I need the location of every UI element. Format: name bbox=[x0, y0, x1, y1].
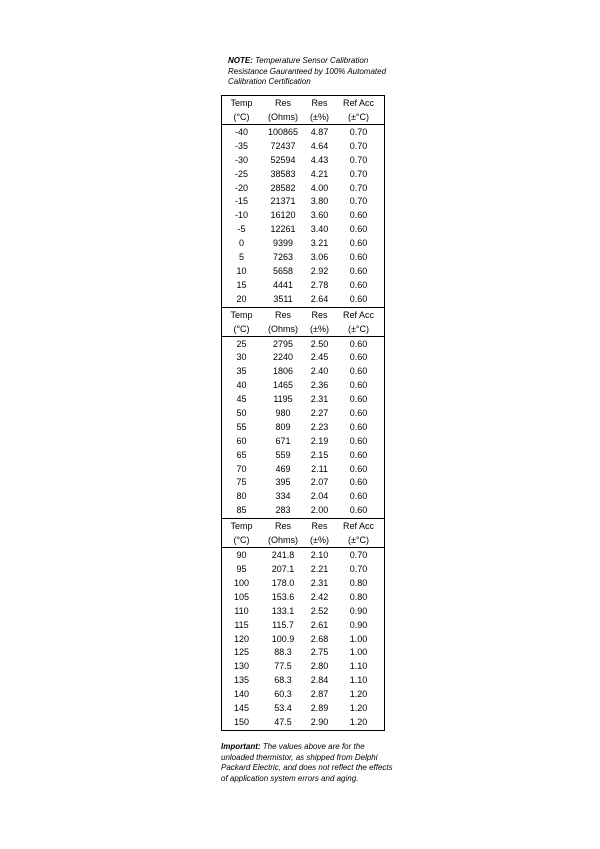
cell-temp: 5 bbox=[238, 252, 244, 263]
cell-res-tol: 2.92 bbox=[310, 265, 329, 276]
cell-ref-acc: 0.60 bbox=[349, 210, 368, 221]
cell-ref-acc: 0.60 bbox=[349, 338, 368, 349]
header-res: Res bbox=[274, 521, 291, 532]
table-body bbox=[222, 125, 384, 307]
cell-res: 3511 bbox=[273, 293, 293, 304]
table-row bbox=[222, 605, 384, 619]
cell-res: 153.6 bbox=[271, 591, 295, 602]
header-temp: Temp bbox=[230, 98, 253, 108]
cell-temp: 55 bbox=[236, 421, 247, 432]
cell-ref-acc: 1.00 bbox=[349, 633, 368, 644]
cell-res: 395 bbox=[275, 477, 291, 488]
cell-res: 1195 bbox=[273, 394, 293, 405]
calibration-note bbox=[228, 56, 403, 88]
cell-res: 38583 bbox=[270, 168, 296, 179]
cell-temp: 135 bbox=[233, 675, 250, 686]
header-ref-acc: Ref Acc bbox=[342, 521, 374, 532]
cell-res: 980 bbox=[275, 408, 291, 419]
cell-temp: 15 bbox=[236, 279, 247, 290]
table-row bbox=[222, 476, 384, 490]
cell-ref-acc: 1.10 bbox=[349, 661, 368, 672]
table-row bbox=[222, 549, 384, 563]
cell-ref-acc: 0.90 bbox=[349, 605, 368, 616]
header-row bbox=[222, 533, 384, 547]
cell-ref-acc: 0.60 bbox=[349, 449, 368, 460]
cell-res: 241.8 bbox=[271, 550, 295, 561]
cell-temp: 95 bbox=[236, 564, 247, 575]
cell-res-tol: 4.21 bbox=[310, 168, 329, 179]
header-ref-acc: (±°C) bbox=[347, 535, 370, 546]
cell-res-tol: 2.80 bbox=[310, 661, 329, 672]
cell-res-tol: 2.40 bbox=[310, 366, 329, 377]
cell-ref-acc: 0.60 bbox=[349, 366, 368, 377]
header-row bbox=[222, 322, 384, 336]
cell-res: 178.0 bbox=[271, 577, 295, 588]
cell-temp: 145 bbox=[233, 702, 250, 713]
cell-ref-acc: 0.80 bbox=[349, 591, 368, 602]
table-row bbox=[222, 154, 384, 168]
cell-res-tol: 2.31 bbox=[310, 577, 329, 588]
cell-res: 1465 bbox=[272, 380, 294, 391]
cell-res-tol: 2.19 bbox=[310, 435, 329, 446]
footnote-label: Important: bbox=[221, 742, 261, 751]
cell-res-tol: 2.04 bbox=[310, 491, 329, 502]
cell-res-tol: 2.84 bbox=[310, 675, 329, 686]
cell-res: 559 bbox=[275, 449, 291, 460]
cell-temp: 25 bbox=[236, 338, 247, 349]
table-body bbox=[222, 548, 384, 730]
cell-res-tol: 2.27 bbox=[310, 408, 329, 419]
header-res-tol: Res bbox=[311, 521, 328, 532]
header-res: (Ohms) bbox=[268, 112, 298, 122]
table-row bbox=[222, 591, 384, 605]
cell-temp: 40 bbox=[236, 380, 247, 391]
cell-res: 16120 bbox=[270, 210, 296, 221]
cell-ref-acc: 1.20 bbox=[349, 689, 368, 700]
cell-temp: 150 bbox=[233, 716, 250, 727]
cell-res-tol: 4.87 bbox=[310, 127, 329, 137]
header-res-tol: (±%) bbox=[310, 535, 329, 546]
table-section bbox=[221, 307, 385, 519]
cell-res-tol: 2.52 bbox=[310, 605, 329, 616]
header-temp: Temp bbox=[230, 309, 253, 320]
cell-ref-acc: 0.60 bbox=[349, 435, 368, 446]
cell-res: 21371 bbox=[270, 196, 296, 207]
cell-res-tol: 3.06 bbox=[310, 252, 329, 263]
cell-res-tol: 2.68 bbox=[310, 633, 329, 644]
cell-temp: -30 bbox=[234, 154, 248, 165]
cell-temp: 125 bbox=[233, 647, 250, 658]
cell-ref-acc: 0.70 bbox=[349, 127, 368, 137]
table-header bbox=[222, 96, 384, 125]
header-temp: Temp bbox=[230, 521, 253, 532]
table-row bbox=[222, 619, 384, 633]
header-ref-acc: Ref Acc bbox=[342, 309, 374, 320]
cell-ref-acc: 0.70 bbox=[349, 168, 368, 179]
cell-temp: 75 bbox=[236, 477, 247, 488]
header-res: (Ohms) bbox=[268, 323, 298, 334]
header-res-tol: Res bbox=[311, 309, 328, 320]
cell-res: 334 bbox=[275, 491, 291, 502]
cell-temp: 30 bbox=[236, 352, 247, 363]
cell-res: 12261 bbox=[270, 224, 296, 235]
table-row bbox=[222, 421, 384, 435]
cell-res-tol: 2.50 bbox=[310, 338, 329, 349]
cell-res: 28582 bbox=[270, 182, 296, 193]
cell-res: 4441 bbox=[272, 279, 294, 290]
table-row bbox=[222, 716, 384, 730]
cell-res-tol: 4.43 bbox=[310, 154, 329, 165]
cell-res: 100865 bbox=[267, 127, 299, 137]
cell-res-tol: 2.90 bbox=[310, 716, 329, 727]
cell-temp: -10 bbox=[234, 210, 248, 221]
table-row bbox=[222, 633, 384, 647]
table-row bbox=[222, 504, 384, 518]
cell-ref-acc: 0.60 bbox=[349, 505, 368, 516]
cell-res-tol: 3.21 bbox=[310, 238, 329, 249]
table-row bbox=[222, 449, 384, 463]
cell-res: 2240 bbox=[272, 352, 294, 363]
header-res-tol: (±%) bbox=[310, 112, 329, 122]
header-res: (Ohms) bbox=[268, 535, 298, 546]
cell-res: 1806 bbox=[272, 366, 294, 377]
table-row bbox=[222, 251, 384, 265]
cell-res-tol: 2.78 bbox=[310, 279, 329, 290]
cell-temp: 100 bbox=[233, 577, 250, 588]
cell-ref-acc: 0.60 bbox=[349, 380, 368, 391]
cell-res: 72437 bbox=[270, 140, 296, 151]
cell-ref-acc: 0.60 bbox=[349, 238, 368, 249]
cell-res-tol: 2.64 bbox=[310, 293, 329, 304]
header-ref-acc: Ref Acc bbox=[342, 98, 374, 108]
header-res-tol: (±%) bbox=[310, 323, 329, 334]
cell-res-tol: 3.80 bbox=[310, 196, 329, 207]
header-temp: (°C) bbox=[233, 112, 250, 122]
table-row bbox=[222, 209, 384, 223]
table-row bbox=[222, 126, 384, 140]
table-row bbox=[222, 365, 384, 379]
cell-temp: -20 bbox=[234, 182, 248, 193]
header-row bbox=[222, 308, 384, 322]
cell-ref-acc: 0.60 bbox=[349, 224, 368, 235]
table-row bbox=[222, 407, 384, 421]
cell-temp: -40 bbox=[234, 127, 248, 137]
cell-res: 469 bbox=[275, 463, 291, 474]
cell-temp: 110 bbox=[234, 605, 249, 616]
cell-res-tol: 2.10 bbox=[310, 550, 329, 561]
cell-res: 60.3 bbox=[274, 689, 292, 700]
cell-res-tol: 2.45 bbox=[310, 352, 329, 363]
table-row bbox=[222, 338, 384, 352]
cell-res: 47.5 bbox=[274, 716, 292, 727]
cell-res: 115.7 bbox=[272, 619, 294, 630]
table-row bbox=[222, 379, 384, 393]
table-row bbox=[222, 674, 384, 688]
table-row bbox=[222, 195, 384, 209]
header-temp: (°C) bbox=[233, 323, 250, 334]
table-header bbox=[222, 519, 384, 548]
cell-ref-acc: 0.90 bbox=[349, 619, 368, 630]
cell-temp: 90 bbox=[236, 550, 247, 561]
cell-res-tol: 2.21 bbox=[310, 564, 329, 575]
cell-temp: 20 bbox=[236, 293, 247, 304]
cell-ref-acc: 0.70 bbox=[349, 154, 368, 165]
cell-temp: 105 bbox=[233, 591, 250, 602]
cell-res-tol: 4.00 bbox=[310, 182, 329, 193]
cell-res-tol: 2.89 bbox=[310, 702, 329, 713]
table-row bbox=[222, 293, 384, 307]
cell-res: 100.9 bbox=[271, 633, 295, 644]
table-row bbox=[222, 577, 384, 591]
cell-ref-acc: 0.60 bbox=[349, 265, 368, 276]
cell-ref-acc: 1.20 bbox=[349, 702, 368, 713]
header-res-tol: Res bbox=[311, 98, 328, 108]
cell-ref-acc: 0.60 bbox=[349, 408, 368, 419]
cell-res: 88.3 bbox=[274, 647, 292, 658]
cell-ref-acc: 0.60 bbox=[349, 252, 368, 263]
table-row bbox=[222, 182, 384, 196]
table-row bbox=[222, 463, 384, 477]
cell-res: 283 bbox=[275, 505, 291, 516]
cell-res-tol: 2.36 bbox=[310, 380, 329, 391]
cell-res-tol: 2.23 bbox=[310, 421, 329, 432]
cell-ref-acc: 0.60 bbox=[349, 352, 368, 363]
cell-ref-acc: 0.60 bbox=[349, 463, 368, 474]
table-row bbox=[222, 490, 384, 504]
cell-ref-acc: 0.80 bbox=[349, 577, 368, 588]
cell-temp: -5 bbox=[237, 224, 246, 235]
cell-ref-acc: 0.70 bbox=[349, 564, 368, 575]
cell-ref-acc: 0.70 bbox=[349, 140, 368, 151]
header-res: Res bbox=[274, 309, 291, 320]
table-section bbox=[221, 95, 385, 307]
table-row bbox=[222, 660, 384, 674]
table-row bbox=[222, 702, 384, 716]
table-row bbox=[222, 351, 384, 365]
cell-temp: 65 bbox=[236, 449, 247, 460]
cell-ref-acc: 0.60 bbox=[349, 394, 368, 405]
cell-res-tol: 3.60 bbox=[310, 210, 329, 221]
cell-ref-acc: 0.70 bbox=[349, 550, 368, 561]
cell-ref-acc: 1.10 bbox=[349, 675, 368, 686]
cell-res-tol: 2.42 bbox=[310, 591, 329, 602]
cell-res: 9399 bbox=[272, 238, 294, 249]
cell-ref-acc: 0.60 bbox=[349, 491, 368, 502]
cell-ref-acc: 0.60 bbox=[349, 421, 368, 432]
cell-res-tol: 2.31 bbox=[310, 394, 329, 405]
cell-ref-acc: 1.00 bbox=[349, 647, 368, 658]
table-section bbox=[221, 518, 385, 731]
cell-ref-acc: 1.20 bbox=[349, 716, 368, 727]
cell-res: 52594 bbox=[270, 154, 296, 165]
cell-res-tol: 4.64 bbox=[310, 140, 329, 151]
calibration-table bbox=[221, 95, 385, 731]
cell-ref-acc: 0.60 bbox=[349, 293, 368, 304]
cell-res-tol: 3.40 bbox=[310, 224, 329, 235]
cell-res-tol: 2.11 bbox=[311, 463, 328, 474]
cell-temp: 80 bbox=[236, 491, 247, 502]
cell-temp: 120 bbox=[233, 633, 250, 644]
cell-temp: -25 bbox=[234, 168, 248, 179]
cell-res-tol: 2.87 bbox=[310, 689, 329, 700]
cell-res: 207.1 bbox=[271, 564, 295, 575]
table-row bbox=[222, 279, 384, 293]
cell-temp: 130 bbox=[233, 661, 250, 672]
cell-res-tol: 2.61 bbox=[310, 619, 329, 630]
cell-temp: 115 bbox=[234, 619, 249, 630]
table-row bbox=[222, 140, 384, 154]
cell-res: 53.4 bbox=[274, 702, 292, 713]
cell-ref-acc: 0.60 bbox=[349, 279, 368, 290]
cell-temp: 140 bbox=[233, 689, 250, 700]
header-res: Res bbox=[274, 98, 291, 108]
cell-temp: 70 bbox=[236, 463, 247, 474]
cell-temp: 45 bbox=[236, 394, 247, 405]
cell-res-tol: 2.07 bbox=[310, 477, 329, 488]
cell-res: 68.3 bbox=[274, 675, 292, 686]
cell-ref-acc: 0.60 bbox=[349, 477, 368, 488]
table-row bbox=[222, 435, 384, 449]
cell-temp: 10 bbox=[236, 265, 247, 276]
cell-res: 133.1 bbox=[271, 605, 295, 616]
cell-temp: 50 bbox=[236, 408, 247, 419]
table-body bbox=[222, 337, 384, 519]
cell-res: 77.5 bbox=[274, 661, 292, 672]
note-label: NOTE: bbox=[228, 56, 253, 65]
table-row bbox=[222, 237, 384, 251]
cell-temp: 85 bbox=[236, 505, 247, 516]
cell-res: 2795 bbox=[272, 338, 294, 349]
cell-res: 809 bbox=[275, 421, 291, 432]
table-row bbox=[222, 223, 384, 237]
cell-res: 5658 bbox=[272, 265, 294, 276]
table-row bbox=[222, 265, 384, 279]
cell-res: 7263 bbox=[272, 252, 294, 263]
cell-temp: -15 bbox=[234, 196, 248, 207]
table-row bbox=[222, 646, 384, 660]
header-row bbox=[222, 110, 384, 124]
cell-res-tol: 2.15 bbox=[310, 449, 329, 460]
table-row bbox=[222, 688, 384, 702]
cell-res: 671 bbox=[275, 435, 291, 446]
cell-temp: 60 bbox=[236, 435, 247, 446]
note-text: Temperature Sensor Calibration Resistance Gauranteed by 100% Automated Calibration Certification bbox=[228, 56, 387, 86]
table-row bbox=[222, 563, 384, 577]
cell-ref-acc: 0.70 bbox=[349, 182, 368, 193]
header-row bbox=[222, 96, 384, 110]
cell-temp: 35 bbox=[236, 366, 247, 377]
cell-res-tol: 2.75 bbox=[310, 647, 329, 658]
footnote-text: The values above are for the unloaded thermistor, as shipped from Delphi Packard Electric, and does not reflect the effects of application system errors and aging. bbox=[221, 742, 393, 783]
cell-temp: -35 bbox=[234, 140, 248, 151]
cell-ref-acc: 0.70 bbox=[349, 196, 368, 207]
header-row bbox=[222, 519, 384, 533]
cell-temp: 0 bbox=[238, 238, 244, 249]
important-footnote bbox=[221, 742, 393, 784]
header-ref-acc: (±°C) bbox=[347, 323, 370, 334]
header-ref-acc: (±°C) bbox=[347, 112, 370, 122]
cell-res-tol: 2.00 bbox=[310, 505, 329, 516]
table-header bbox=[222, 308, 384, 337]
table-row bbox=[222, 168, 384, 182]
table-row bbox=[222, 393, 384, 407]
header-temp: (°C) bbox=[233, 535, 250, 546]
